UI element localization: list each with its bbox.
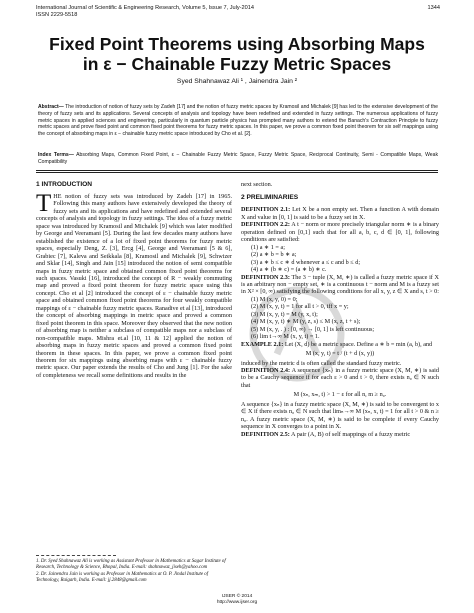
definition-2-5 <box>241 431 439 438</box>
intro-text: HE notion of fuzzy sets was introduced by Zadeh [17] in 1965. Following this many authors have extensively developed the theory of fuzzy sets and its applications and have redefined and extended several concepts of analysis and topology in fuzzy settings. The idea of a fuzzy metric space was introduced by Kramosil and Michalek [9] which was later modified by George and Veeramani [5]. During the last few decades many authors have established the existence of a lot of fixed point theorems for fuzzy metric spaces, especially Deng, Z. [3], Ercg [4], George and Veeramani [5 & 6], Grabiec [7], Kaleva and Seikkala [8], Kramosil and Michalek [9], Schwizer and Sklar [14], Singh and Jain [15] introduced the notion of semi compatible maps in fuzzy metric space and obtained common fixed point theorems for such spaces. Vasuki [16], introduced the concept of R − weakly commuting map and proved a fixed point theorem for fuzzy metric space using this concept. Cho et al [2] introduced the concept of ε − chainable fuzzy metric space and obtained common fixed point theorems for four weakly compatible mappings of ε − chainable fuzzy metric spaces. Ranadive et al [13], introduced the concept of absorbing mappings in metric space and proved a common fixed point theorem in this space. Moreover they observed that the new notion of absorbing map is neither a subclass of compatible maps nor a subclass of non-compatible maps. Mishra et.al [10, 11 & 12] applied the notion of absorbing maps in fuzzy metric spaces and proved a common fixed point theorem in these spaces. In this paper, we prove a common fixed point theorem for six mappings using absorbing maps with ε − chainable fuzzy metric space. Our paper extends the results of Cho and Jung [1]. For the sake of completeness we recall some definitions and results in the <box>36 193 232 379</box>
section-heading-preliminaries: 2 PRELIMINARIES <box>241 194 299 202</box>
metric-condition: (2) M (x, y, t) = 1 for all t > 0, iff x = y; <box>251 303 349 311</box>
cauchy-condition: M (xₙ, xₘ, t) > 1 − ε for all n, m ≥ n₀. <box>293 391 387 399</box>
index-terms-text: Absorbing Maps, Common Fixed Point, ε − Chainable Fuzzy Metric Space, Fuzzy Metric Space, Reciprocal Continuity, Semi - Compatible Maps, Weak Compatibility <box>38 152 438 165</box>
definition-text: The 3 − tuple (X, M, ∗) is called a fuzzy metric space if X is an arbitrary non − empty set, ∗ is a continuous t − norm and M is a fuzzy set in X² × [0, ∞) satisfying the following conditions for all x, y, z ∈ X and s, t > 0: <box>241 273 439 296</box>
definition-label: DEFINITION 2.1: <box>241 206 291 214</box>
metric-condition: (5) M (x, y, . ) : [0, ∞) → [0, 1] is left continuous; <box>251 325 375 333</box>
section-heading-introduction: 1 INTRODUCTION <box>36 181 93 188</box>
abstract-label: Abstract— <box>38 104 64 110</box>
example-2-1 <box>241 341 439 348</box>
footnote-2: 2. Dr. Jainendra Jain is working as Professor in Mathematics at O. P. Jindal Institute of Technology, Raigarh, India. E-mail: jj.2848@gmail.com <box>36 571 209 583</box>
continued-text: next section. <box>241 181 273 188</box>
definition-text: A sequence {xₙ} in a fuzzy metric space (X, M, ∗) is said to be a Cauchy sequence if for each ε > 0 and t > 0, there exists n₀ ∈ N such that <box>241 366 439 389</box>
definition-2-2 <box>241 221 439 243</box>
abstract <box>38 104 438 138</box>
footnotes <box>36 559 232 584</box>
definition-text: A t − norm or more precisely triangular norm ∗ is a binary operation defined on [0,1] such that for all a, b, c, d ∈ [0, 1], following conditions are satisfied: <box>241 221 439 244</box>
left-column <box>36 181 232 379</box>
definition-2-4 <box>241 367 439 389</box>
intro-paragraph <box>36 190 232 379</box>
definition-2-1 <box>241 206 439 221</box>
authors: Syed Shahnawaz Ali ¹ , Jainendra Jain ² <box>176 78 298 85</box>
index-terms-label: Index Terms— <box>38 152 74 158</box>
footnote-separator <box>36 555 116 556</box>
tnorm-condition: (4) a ∗ (b ∗ c) = (a ∗ b) ∗ c. <box>251 266 327 274</box>
abstract-text: The introduction of notion of fuzzy sets by Zadeh [17] and the notion of fuzzy metric spaces by Kramosil and Michalek [9] has led to the extensive development of the theory of fuzzy sets and its applications. Several concepts of analysis and topology have been redefined and extended in fuzzy settings. The numerous applications of fuzzy metric spaces in applied sciences and engineering, particularly in quantum particle physics has prompted many authors to extend the Banach's Contraction Principle to fuzzy metric spaces and prove fixed point and common fixed point theorems for fuzzy metric spaces. In this paper, we prove a common fixed point theorem for six self mappings using the concept of absorbing maps in ε − chainable fuzzy metric space introduced by Cho et al. [2]. <box>38 104 438 138</box>
definition-2-3 <box>241 274 439 296</box>
fuzzy-metric-formula: M (x, y, t) = t / (t + d (x, y)) <box>305 350 375 358</box>
issn: ISSN 2229-5518 <box>36 12 78 18</box>
title-line-1: Fixed Point Theorems using Absorbing Maps <box>49 34 425 54</box>
metric-condition: (6) lim t→∞ M (x, y, t) = 1. <box>251 333 320 341</box>
metric-condition: (1) M (x, y, 0) = 0; <box>251 295 298 303</box>
divider-line-2 <box>36 172 438 173</box>
drop-cap: T <box>36 190 52 217</box>
definition-text: A pair (A, B) of self mappings of a fuzzy metric <box>289 430 411 438</box>
index-terms <box>38 152 438 166</box>
metric-condition: (4) M (x, y, t) ∗ M (y, z, s) ≤ M (x, z, t + s); <box>251 318 361 326</box>
tnorm-condition: (3) a ∗ b ≤ c ∗ d whenever a ≤ c and b ≤ d; <box>251 258 361 266</box>
definition-label: DEFINITION 2.2: <box>241 221 290 229</box>
tnorm-condition: (1) a ∗ 1 = a; <box>251 243 285 251</box>
convergence-text: A sequence {xₙ} in a fuzzy metric space (X, M, ∗) is said to be convergent to x ∈ X if there exists n₀ ∈ N such that limₙ→∞ M (xₙ, x, t) = 1 for all t > 0 & n ≥ n₀. A fuzzy metric space (X, M, ∗) is said to be complete if every Cauchy sequence in X converges to a point in X. <box>241 400 439 431</box>
example-label: EXAMPLE 2.1: <box>241 340 284 348</box>
page-number: 1344 <box>427 5 440 11</box>
title-line-2: in ε − Chainable Fuzzy Metric Spaces <box>82 54 392 74</box>
definition-text: Let X be a non empty set. Then a function A with domain X and value in [0, 1] is said to be a fuzzy set in X. <box>241 206 439 221</box>
journal-citation: International Journal of Scientific & Engineering Research, Volume 5, Issue 7, July-2014 <box>36 5 254 11</box>
divider-line <box>36 170 438 171</box>
right-column <box>241 181 439 438</box>
copyright: IJSER © 2014 <box>221 594 253 599</box>
definition-label: DEFINITION 2.4: <box>241 366 291 374</box>
paper-title <box>20 34 454 74</box>
journal-header <box>36 5 440 19</box>
definition-label: DEFINITION 2.5: <box>241 430 290 438</box>
metric-condition: (3) M (x, y, t) = M (y, x, t); <box>251 310 318 318</box>
example-text: Let (X, d) be a metric space. Define a ∗ b = min (a, b), and <box>283 340 433 348</box>
tnorm-condition: (2) a ∗ b = b ∗ a; <box>251 251 297 259</box>
definition-label: DEFINITION 2.3: <box>241 273 290 281</box>
website-link[interactable]: http://www.ijser.org <box>216 600 258 605</box>
footnote-1: 1. Dr. Syed Shahnawaz Ali is working as Assistant Professor in Mathematics at Sagar Institute of Research, Technology & Science, Bhopal, India. E-mail: shahnawaz_jiseh@yahoo.com <box>36 559 226 571</box>
page-footer <box>20 594 454 606</box>
example-2-1-continued: induced by the metric d is often called the standard fuzzy metric. <box>241 359 402 367</box>
